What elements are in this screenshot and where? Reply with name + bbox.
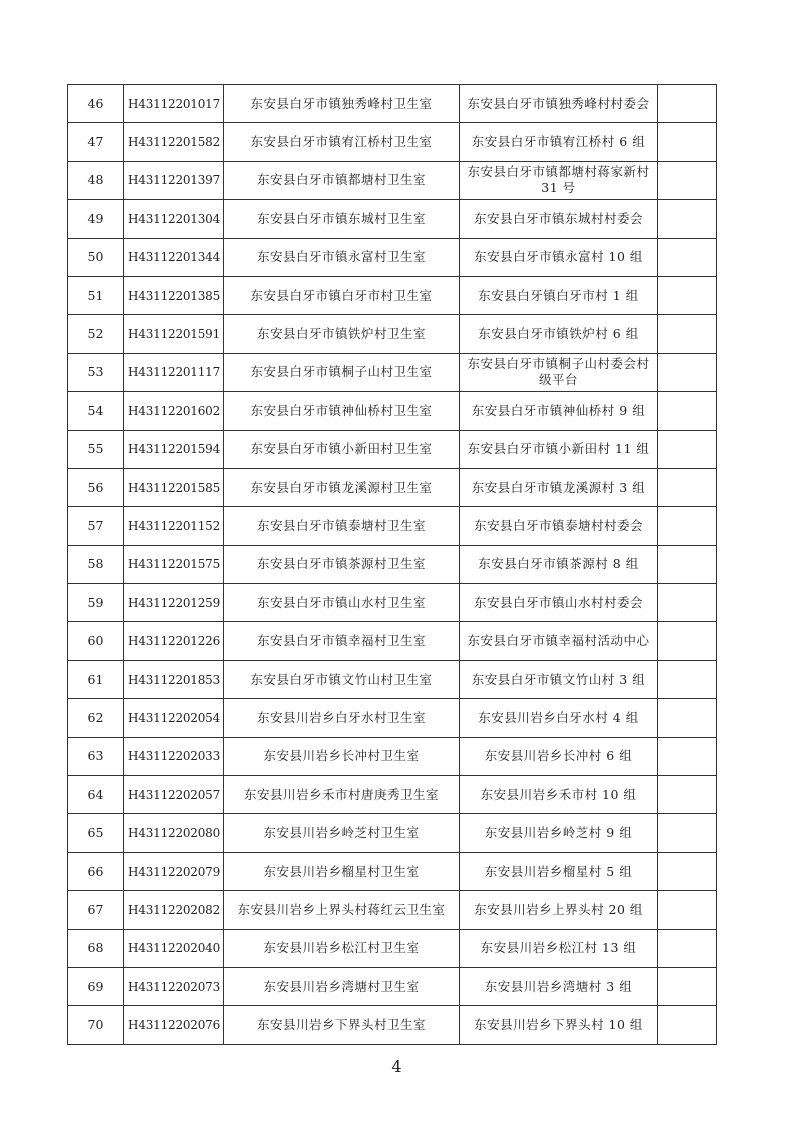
- institution-code: H43112202057: [124, 776, 224, 814]
- clinic-address: 东安县白牙镇白牙市村 1 组: [460, 276, 658, 314]
- institution-code: H43112201259: [124, 584, 224, 622]
- clinic-name: 东安县白牙市镇铁炉村卫生室: [224, 315, 460, 353]
- row-number: 57: [68, 507, 124, 545]
- institution-code: H43112201344: [124, 238, 224, 276]
- row-number: 54: [68, 392, 124, 430]
- row-number: 49: [68, 200, 124, 238]
- page-number: 4: [391, 1057, 402, 1076]
- table-row: [68, 584, 717, 622]
- note-cell: [658, 315, 717, 353]
- clinic-name: 东安县白牙市镇独秀峰村卫生室: [224, 85, 460, 123]
- table-row: [68, 507, 717, 545]
- note-cell: [658, 622, 717, 660]
- institution-code: H43112201594: [124, 430, 224, 468]
- clinic-address: 东安县川岩乡榴星村 5 组: [460, 852, 658, 890]
- clinic-name: 东安县白牙市镇泰塘村卫生室: [224, 507, 460, 545]
- clinic-address: 东安县川岩乡白牙水村 4 组: [460, 699, 658, 737]
- note-cell: [658, 161, 717, 199]
- institution-code: H43112201385: [124, 276, 224, 314]
- row-number: 56: [68, 468, 124, 506]
- table-row: [68, 929, 717, 967]
- clinic-address: 东安县白牙市镇都塘村蒋家新村 31 号: [460, 161, 658, 199]
- institution-code: H43112202073: [124, 967, 224, 1005]
- clinic-address: 东安县川岩乡岭芝村 9 组: [460, 814, 658, 852]
- note-cell: [658, 1006, 717, 1044]
- institution-code: H43112201602: [124, 392, 224, 430]
- institution-code: H43112202040: [124, 929, 224, 967]
- note-cell: [658, 507, 717, 545]
- table-row: [68, 276, 717, 314]
- clinic-address: 东安县白牙市镇永富村 10 组: [460, 238, 658, 276]
- table-row: [68, 776, 717, 814]
- table-row: [68, 430, 717, 468]
- clinic-name: 东安县白牙市镇白牙市村卫生室: [224, 276, 460, 314]
- table-row: [68, 660, 717, 698]
- row-number: 47: [68, 123, 124, 161]
- note-cell: [658, 200, 717, 238]
- clinic-address: 东安县白牙市镇文竹山村 3 组: [460, 660, 658, 698]
- clinic-address: 东安县白牙市镇独秀峰村村委会: [460, 85, 658, 123]
- clinic-name: 东安县白牙市镇东城村卫生室: [224, 200, 460, 238]
- row-number: 63: [68, 737, 124, 775]
- row-number: 59: [68, 584, 124, 622]
- clinic-name: 东安县白牙市镇神仙桥村卫生室: [224, 392, 460, 430]
- note-cell: [658, 468, 717, 506]
- clinic-address: 东安县川岩乡下界头村 10 组: [460, 1006, 658, 1044]
- clinic-name: 东安县白牙市镇茶源村卫生室: [224, 545, 460, 583]
- clinic-name: 东安县白牙市镇宥江桥村卫生室: [224, 123, 460, 161]
- table-row: [68, 622, 717, 660]
- institution-code: H43112202054: [124, 699, 224, 737]
- clinic-address: 东安县白牙市镇泰塘村村委会: [460, 507, 658, 545]
- row-number: 68: [68, 929, 124, 967]
- note-cell: [658, 238, 717, 276]
- note-cell: [658, 967, 717, 1005]
- table-row: [68, 699, 717, 737]
- row-number: 55: [68, 430, 124, 468]
- institution-code: H43112201591: [124, 315, 224, 353]
- note-cell: [658, 699, 717, 737]
- clinic-address: 东安县川岩乡上界头村 20 组: [460, 891, 658, 929]
- institution-code: H43112201397: [124, 161, 224, 199]
- clinic-name: 东安县白牙市镇桐子山村卫生室: [224, 353, 460, 391]
- clinic-address: 东安县白牙市镇桐子山村委会村级平台: [460, 353, 658, 391]
- row-number: 66: [68, 852, 124, 890]
- row-number: 58: [68, 545, 124, 583]
- institution-code: H43112202082: [124, 891, 224, 929]
- note-cell: [658, 584, 717, 622]
- clinic-name: 东安县白牙市镇文竹山村卫生室: [224, 660, 460, 698]
- clinic-address: 东安县白牙市镇宥江桥村 6 组: [460, 123, 658, 161]
- table-row: [68, 392, 717, 430]
- institution-code: H43112201226: [124, 622, 224, 660]
- clinic-name: 东安县白牙市镇永富村卫生室: [224, 238, 460, 276]
- note-cell: [658, 737, 717, 775]
- note-cell: [658, 891, 717, 929]
- note-cell: [658, 814, 717, 852]
- note-cell: [658, 929, 717, 967]
- table-row: [68, 1006, 717, 1044]
- institution-code: H43112201585: [124, 468, 224, 506]
- table-row: [68, 315, 717, 353]
- table-row: [68, 737, 717, 775]
- clinic-name: 东安县川岩乡榴星村卫生室: [224, 852, 460, 890]
- row-number: 60: [68, 622, 124, 660]
- clinic-address: 东安县白牙市镇龙溪源村 3 组: [460, 468, 658, 506]
- clinic-address: 东安县川岩乡松江村 13 组: [460, 929, 658, 967]
- note-cell: [658, 545, 717, 583]
- clinic-address: 东安县白牙市镇神仙桥村 9 组: [460, 392, 658, 430]
- row-number: 48: [68, 161, 124, 199]
- note-cell: [658, 776, 717, 814]
- table-row: [68, 161, 717, 199]
- note-cell: [658, 123, 717, 161]
- table-row: [68, 967, 717, 1005]
- institution-code: H43112202033: [124, 737, 224, 775]
- clinic-name: 东安县川岩乡岭芝村卫生室: [224, 814, 460, 852]
- note-cell: [658, 852, 717, 890]
- row-number: 70: [68, 1006, 124, 1044]
- clinic-name: 东安县白牙市镇都塘村卫生室: [224, 161, 460, 199]
- row-number: 69: [68, 967, 124, 1005]
- clinic-table: [67, 84, 717, 1045]
- institution-code: H43112201117: [124, 353, 224, 391]
- clinic-address: 东安县白牙市镇茶源村 8 组: [460, 545, 658, 583]
- table-row: [68, 852, 717, 890]
- table-row: [68, 468, 717, 506]
- institution-code: H43112201575: [124, 545, 224, 583]
- table-row: [68, 85, 717, 123]
- note-cell: [658, 276, 717, 314]
- row-number: 65: [68, 814, 124, 852]
- row-number: 67: [68, 891, 124, 929]
- note-cell: [658, 392, 717, 430]
- clinic-address: 东安县川岩乡禾市村 10 组: [460, 776, 658, 814]
- table-row: [68, 545, 717, 583]
- clinic-address: 东安县白牙市镇山水村村委会: [460, 584, 658, 622]
- note-cell: [658, 85, 717, 123]
- institution-code: H43112201152: [124, 507, 224, 545]
- clinic-name: 东安县白牙市镇龙溪源村卫生室: [224, 468, 460, 506]
- table-row: [68, 238, 717, 276]
- clinic-name: 东安县白牙市镇小新田村卫生室: [224, 430, 460, 468]
- note-cell: [658, 430, 717, 468]
- row-number: 46: [68, 85, 124, 123]
- clinic-name: 东安县川岩乡上界头村蒋红云卫生室: [224, 891, 460, 929]
- clinic-address: 东安县白牙市镇东城村村委会: [460, 200, 658, 238]
- table-row: [68, 200, 717, 238]
- clinic-name: 东安县川岩乡下界头村卫生室: [224, 1006, 460, 1044]
- clinic-name: 东安县川岩乡禾市村唐庚秀卫生室: [224, 776, 460, 814]
- row-number: 61: [68, 660, 124, 698]
- row-number: 50: [68, 238, 124, 276]
- clinic-name: 东安县川岩乡湾塘村卫生室: [224, 967, 460, 1005]
- clinic-address: 东安县白牙市镇幸福村活动中心: [460, 622, 658, 660]
- institution-code: H43112201853: [124, 660, 224, 698]
- table-body: [68, 85, 717, 1045]
- institution-code: H43112201017: [124, 85, 224, 123]
- clinic-name: 东安县川岩乡长冲村卫生室: [224, 737, 460, 775]
- table-row: [68, 353, 717, 391]
- clinic-name: 东安县川岩乡松江村卫生室: [224, 929, 460, 967]
- clinic-address: 东安县白牙市镇小新田村 11 组: [460, 430, 658, 468]
- table-row: [68, 814, 717, 852]
- note-cell: [658, 353, 717, 391]
- clinic-address: 东安县川岩乡长冲村 6 组: [460, 737, 658, 775]
- note-cell: [658, 660, 717, 698]
- clinic-address: 东安县白牙市镇铁炉村 6 组: [460, 315, 658, 353]
- clinic-name: 东安县川岩乡白牙水村卫生室: [224, 699, 460, 737]
- institution-code: H43112202080: [124, 814, 224, 852]
- table-row: [68, 891, 717, 929]
- clinic-address: 东安县川岩乡湾塘村 3 组: [460, 967, 658, 1005]
- row-number: 53: [68, 353, 124, 391]
- institution-code: H43112201304: [124, 200, 224, 238]
- row-number: 51: [68, 276, 124, 314]
- row-number: 62: [68, 699, 124, 737]
- institution-code: H43112202076: [124, 1006, 224, 1044]
- row-number: 64: [68, 776, 124, 814]
- institution-code: H43112202079: [124, 852, 224, 890]
- institution-code: H43112201582: [124, 123, 224, 161]
- clinic-name: 东安县白牙市镇山水村卫生室: [224, 584, 460, 622]
- clinic-name: 东安县白牙市镇幸福村卫生室: [224, 622, 460, 660]
- row-number: 52: [68, 315, 124, 353]
- table-row: [68, 123, 717, 161]
